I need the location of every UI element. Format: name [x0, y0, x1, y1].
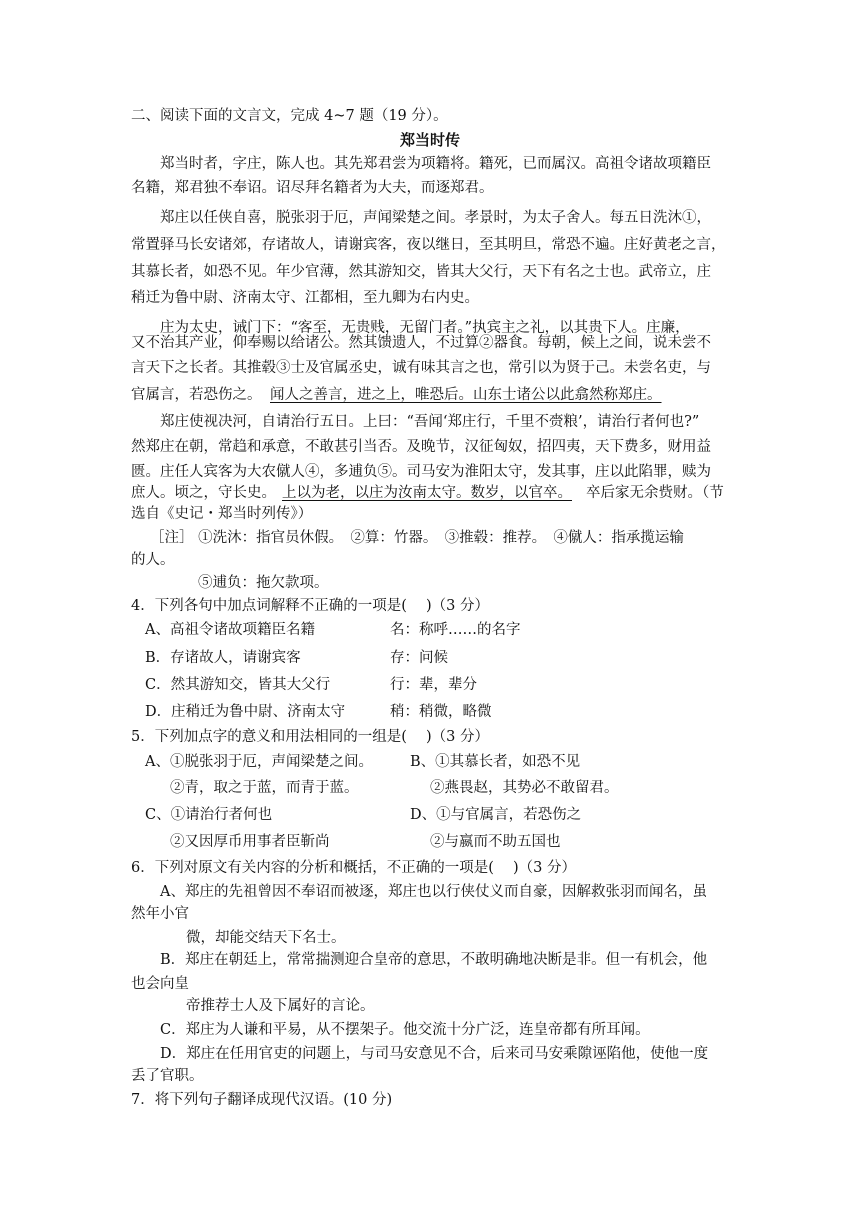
notes-line: ⑤逋负：拖欠款项。 — [198, 575, 329, 591]
notes-line: ［注］ ①洗沐：指官员休假。 ②算：竹器。 ③推毂：推荐。 ④僦人：指承揽运输 — [150, 530, 684, 546]
passage-line: 然郑庄在朝，常趋和承意，不敢甚引当否。及晚节，汉征匈奴，招四夷，天下费多，财用益 — [131, 439, 711, 455]
section-header: 二、阅读下面的文言文，完成 4~7 题（19 分）。 — [131, 108, 448, 124]
q4-gloss-b: 存：问候 — [390, 650, 448, 666]
q6-option-a-cont: 然年小官 — [131, 906, 189, 922]
passage-line: 官属言，若恐伤之。 — [131, 387, 262, 403]
passage-line: 言天下之长者。其推毂③士及官属丞史，诚有味其言之也，常引以为贤于己。未尝名吏，与 — [131, 360, 711, 376]
passage-line: 常置驿马长安诸郊，存诸故人，请谢宾客，夜以继日，至其明旦，常恐不遍。庄好黄老之言， — [131, 237, 726, 253]
passage-line: 名籍，郑君独不奉诏。诏尽拜名籍者为大夫，而逐郑君。 — [131, 180, 494, 196]
q5-option-d: D、①与官属言，若恐伤之 — [410, 807, 582, 823]
q4-option-b: B．存诸故人，请谢宾客 — [145, 650, 301, 666]
q6-option-b-cont: 也会向皇 — [131, 976, 189, 992]
q4-option-a: A、高祖令诸故项籍臣名籍 — [145, 622, 315, 638]
question-6-stem: 6．下列对原文有关内容的分析和概括，不正确的一项是( )（3 分） — [131, 860, 576, 876]
q5-option-b: B、①其慕长者，如恐不见 — [410, 754, 581, 770]
q6-option-d: D．郑庄在任用官吏的问题上，与司马安意见不合，后来司马安乘隙诬陷他，使他一度 — [160, 1046, 709, 1062]
passage-title: 郑当时传 — [400, 131, 461, 149]
passage-line: 其慕长者，如恐不见。年少官薄，然其游知交，皆其大父行，天下有名之士也。武帝立，庄 — [131, 264, 711, 280]
notes-line: 的人。 — [131, 552, 175, 568]
q5-option-d-2: ②与嬴而不助五国也 — [430, 834, 561, 850]
underlined-sentence: 上以为老，以庄为汝南太守。数岁，以官卒。 — [282, 485, 572, 501]
q6-option-d-cont: 丢了官职。 — [131, 1068, 204, 1084]
passage-line: 稍迁为鲁中尉、济南太守、江都相，至九卿为右内史。 — [131, 290, 479, 306]
underlined-sentence: 闻人之善言，进之上，唯恐后。山东士诸公以此翕然称郑庄。 — [270, 387, 662, 403]
q6-option-b-cont: 帝推荐士人及下属好的言论。 — [186, 998, 375, 1014]
passage-source: 选自《史记・郑当时列传》） — [131, 506, 313, 522]
passage-line: 庄为太史，诫门下：“客至，无贵贱，无留门者。”执宾主之礼，以其贵下人。庄廉， — [160, 320, 690, 336]
passage-line: 卒后家无余赀财。（节 — [586, 485, 724, 501]
question-5-stem: 5．下列加点字的意义和用法相同的一组是( )（3 分） — [131, 729, 489, 745]
passage-line: 郑庄以任侠自喜，脱张羽于厄，声闻梁楚之间。孝景时，为太子舍人。每五日洗沐①， — [160, 210, 711, 226]
q4-gloss-d: 稍：稍微，略微 — [390, 704, 492, 720]
q5-option-a: A、①脱张羽于厄，声闻梁楚之间。 — [145, 754, 373, 770]
q4-option-c: C．然其游知交，皆其大父行 — [145, 677, 331, 693]
passage-line: 郑庄使视决河，自请治行五日。上曰：“吾闻‘郑庄行，千里不赍粮’，请治行者何也?” — [160, 414, 700, 430]
question-7-stem: 7．将下列句子翻译成现代汉语。(10 分) — [131, 1092, 393, 1108]
q5-option-c: C、①请治行者何也 — [145, 807, 273, 823]
q4-option-d: D．庄稍迁为鲁中尉、济南太守 — [145, 704, 346, 720]
q6-option-c: C．郑庄为人谦和平易，从不摆架子。他交流十分广泛，连皇帝都有所耳闻。 — [160, 1022, 650, 1038]
q6-option-a-cont: 微，却能交结天下名士。 — [186, 930, 346, 946]
q4-gloss-a: 名：称呼……的名字 — [390, 622, 521, 638]
question-4-stem: 4．下列各句中加点词解释不正确的一项是( )（3 分） — [131, 598, 489, 614]
q5-option-c-2: ②又因厚币用事者臣靳尚 — [170, 834, 330, 850]
q6-option-a: A、郑庄的先祖曾因不奉诏而被逐，郑庄也以行侠仗义而自豪，因解救张羽而闻名，虽 — [160, 884, 707, 900]
q6-option-b: B．郑庄在朝廷上，常常揣测迎合皇帝的意思，不敢明确地决断是非。但一有机会，他 — [160, 952, 708, 968]
q5-option-b-2: ②燕畏赵，其势必不敢留君。 — [430, 780, 619, 796]
passage-line: 郑当时者，字庄，陈人也。其先郑君尝为项籍将。籍死，已而属汉。高祖令诸故项籍臣 — [160, 156, 711, 172]
passage-line: 匮。庄任人宾客为大农僦人④，多逋负⑤。司马安为淮阳太守，发其事，庄以此陷罪，赎为 — [131, 464, 711, 480]
passage-line: 庶人。顷之，守长史。 — [131, 485, 276, 501]
q4-gloss-c: 行：辈，辈分 — [390, 677, 477, 693]
q5-option-a-2: ②青，取之于蓝，而青于蓝。 — [170, 780, 359, 796]
passage-line: 又不治其产业，仰奉赐以给诸公。然其馈遗人，不过算②器食。每朝，候上之间，说未尝不 — [131, 335, 711, 351]
